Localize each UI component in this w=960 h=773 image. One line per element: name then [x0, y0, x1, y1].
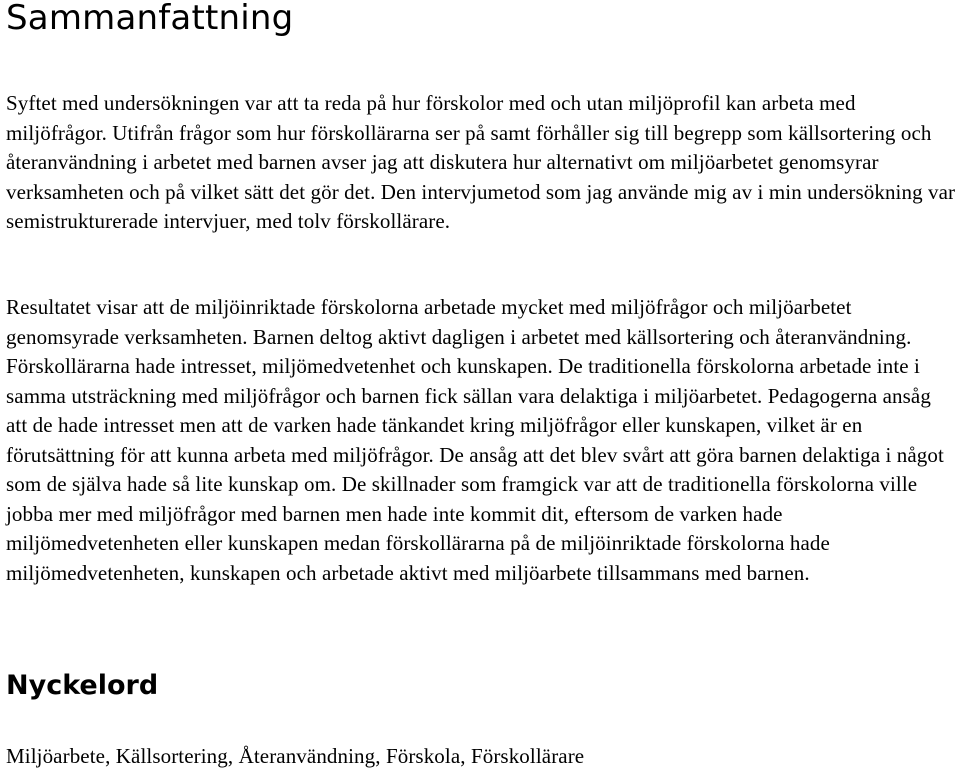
summary-paragraph-1: Syftet med undersökningen var att ta reda på hur förskolor med och utan miljöprofil kan arbeta med miljöfrågor. Utifrån frågor som hur förskollärarna ser på samt förhåller sig till begrepp som källsortering och återanvändning i arbetet med barnen avser jag att diskutera hur alternativt om miljöarbetet genomsyrar verksamheten och på vilket sätt det gör det. Den intervjumetod som jag använde mig av i min undersökning var semistrukturerade intervjuer, med tolv förskollärare.	[6, 91, 956, 233]
document-page	[6, 0, 956, 768]
keywords-heading: Nyckelord	[6, 670, 159, 701]
summary-paragraph-2: Resultatet visar att de miljöinriktade förskolorna arbetade mycket med miljöfrågor och miljöarbetet genomsyrade verksamheten. Barnen deltog aktivt dagligen i arbetet med källsortering och återanvändning. Förskollärarna hade intresset, miljömedvetenhet och kunskapen. De traditionella förskolorna arbetade inte i samma utsträckning med miljöfrågor och barnen fick sällan vara delaktiga i miljöarbetet. Pedagogerna ansåg att de hade intresset men att de varken hade tänkandet kring miljöfrågor eller kunskapen, vilket är en förutsättning för att kunna arbeta med miljöfrågor. De ansåg att det blev svårt att göra barnen delaktiga i något som de själva hade så lite kunskap om. De skillnader som framgick var att de traditionella förskolorna ville jobba mer med miljöfrågor med barnen men hade inte kommit dit, eftersom de varken hade miljömedvetenheten eller kunskapen medan förskollärarna på de miljöinriktade förskolorna hade miljömedvetenheten, kunskapen och arbetade aktivt med miljöarbete tillsammans med barnen.	[6, 295, 944, 585]
page-title: Sammanfattning	[6, 0, 294, 38]
keywords-list: Miljöarbete, Källsortering, Återanvändning, Förskola, Förskollärare	[6, 744, 585, 768]
